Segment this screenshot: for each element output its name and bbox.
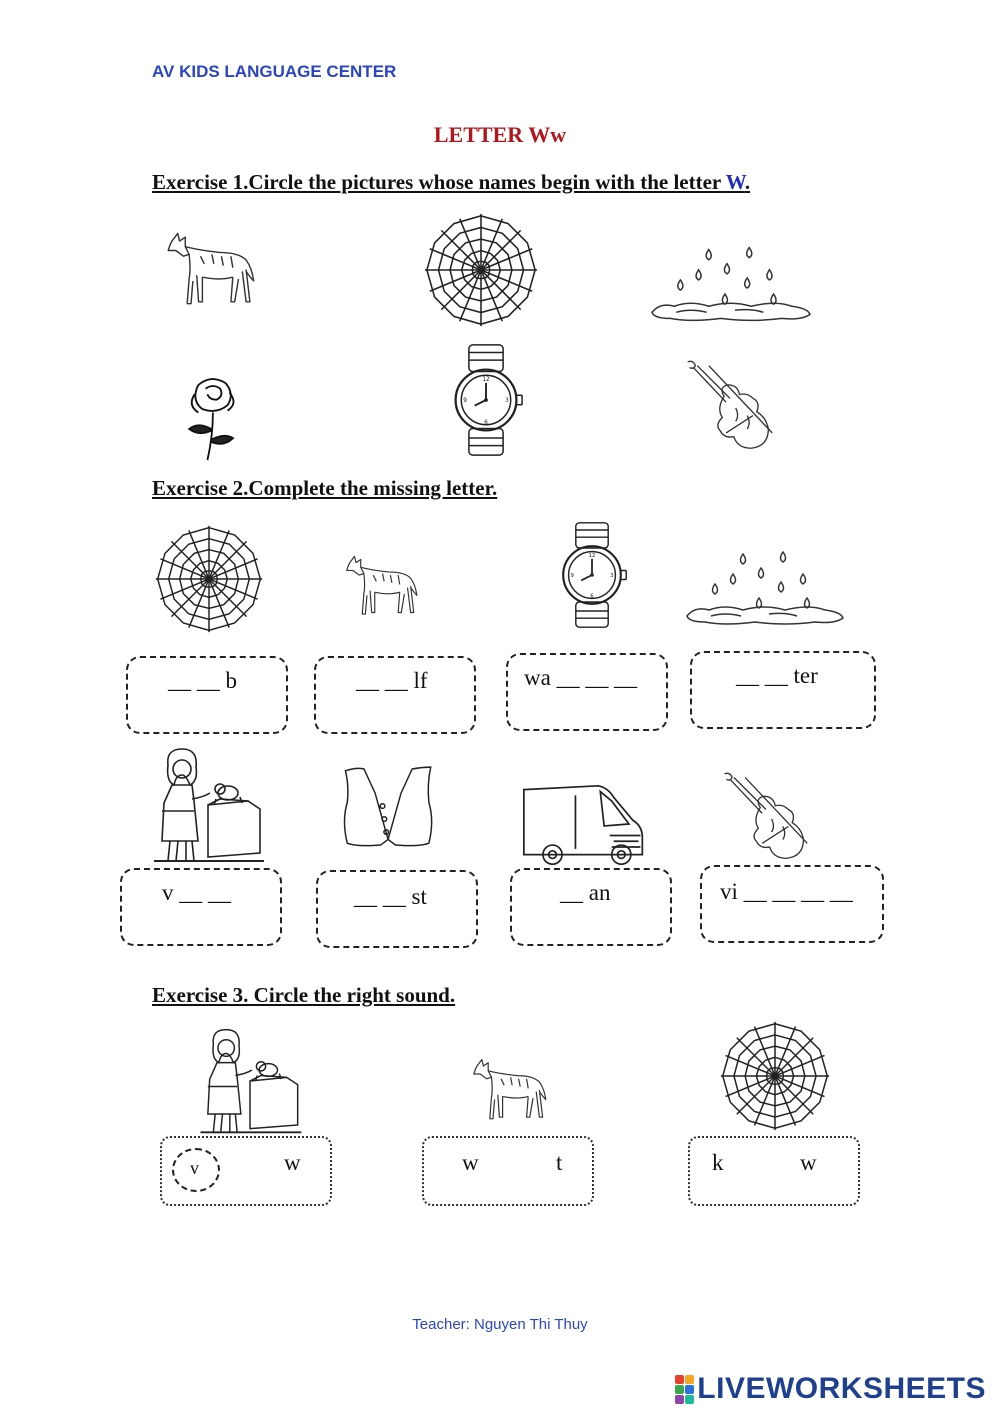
answer-box-web[interactable] xyxy=(126,656,288,734)
wolf-picture xyxy=(468,1050,550,1130)
answer-box-vet[interactable] xyxy=(120,868,282,946)
exercise1-heading-end: . xyxy=(744,170,751,194)
answer-prompt: wa __ __ __ xyxy=(524,665,638,690)
answer-prompt: __ __ ter xyxy=(736,663,818,688)
water-picture[interactable] xyxy=(650,245,812,327)
sound-box-web xyxy=(688,1136,860,1206)
exercise1-heading xyxy=(152,170,750,195)
answer-box-watch[interactable] xyxy=(506,653,668,731)
violin-picture[interactable] xyxy=(680,358,776,454)
teacher-credit: Teacher: Nguyen Thi Thuy xyxy=(412,1316,588,1333)
answer-prompt: __ __ lf xyxy=(356,668,428,693)
web-picture xyxy=(150,524,268,634)
vest-picture xyxy=(338,764,440,850)
sound-option[interactable]: t xyxy=(556,1150,563,1175)
answer-box-water[interactable] xyxy=(690,651,876,729)
water-picture xyxy=(684,550,846,630)
vet-picture xyxy=(148,744,268,866)
liveworksheets-logo[interactable] xyxy=(675,1372,986,1406)
answer-prompt: __ __ b xyxy=(168,668,237,693)
sound-box-wolf xyxy=(422,1136,594,1206)
answer-prompt: __ __ st xyxy=(354,884,427,909)
van-picture xyxy=(516,782,654,868)
watch-picture xyxy=(556,520,628,630)
exercise1-heading-letter: W xyxy=(725,170,745,194)
answer-prompt: v __ __ xyxy=(162,880,231,905)
answer-prompt: __ an xyxy=(560,880,611,905)
sound-box-vet xyxy=(160,1136,332,1206)
rose-picture[interactable] xyxy=(180,372,244,464)
sound-option[interactable]: w xyxy=(284,1150,301,1175)
wolf-picture xyxy=(340,547,422,625)
web-picture xyxy=(716,1020,834,1132)
logo-mark-icon xyxy=(675,1375,694,1404)
watch-picture[interactable] xyxy=(448,343,524,457)
page-title: LETTER Ww xyxy=(433,122,567,147)
sound-option[interactable]: w xyxy=(800,1150,817,1175)
answer-box-violin[interactable] xyxy=(700,865,884,943)
answer-box-van[interactable] xyxy=(510,868,672,946)
center-name: AV KIDS LANGUAGE CENTER xyxy=(152,62,397,81)
exercise2-heading: Exercise 2.Complete the missing letter. xyxy=(152,476,498,500)
sound-option[interactable]: w xyxy=(462,1150,479,1175)
wolf-picture[interactable] xyxy=(160,222,260,317)
exercise1-heading-text: Exercise 1.Circle the pictures whose names begin with the letter xyxy=(152,170,726,194)
answer-prompt: vi __ __ __ __ xyxy=(720,879,853,904)
sound-option[interactable]: k xyxy=(712,1150,724,1175)
web-picture[interactable] xyxy=(420,212,542,328)
logo-text: LIVEWORKSHEETS xyxy=(697,1372,986,1405)
answer-box-vest[interactable] xyxy=(316,870,478,948)
sound-option[interactable]: v xyxy=(190,1158,199,1178)
violin-picture xyxy=(716,770,812,864)
exercise3-heading: Exercise 3. Circle the right sound. xyxy=(152,983,456,1007)
answer-box-wolf[interactable] xyxy=(314,656,476,734)
vet-picture xyxy=(194,1026,306,1136)
